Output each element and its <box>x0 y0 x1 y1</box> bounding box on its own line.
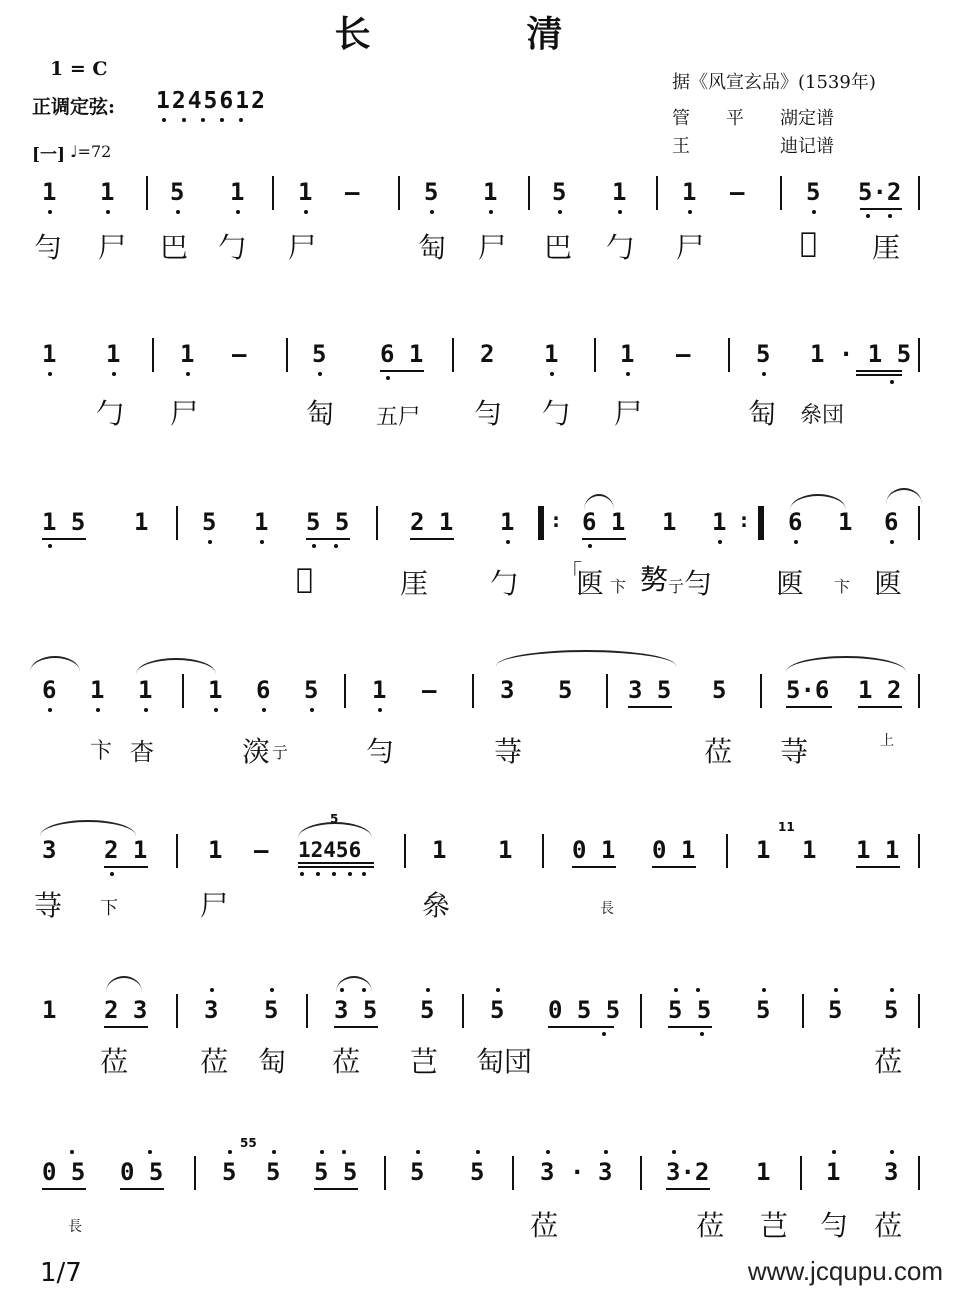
note: 5 5 <box>668 996 712 1024</box>
note: 6 1 <box>380 340 424 368</box>
note: 5 <box>264 996 279 1024</box>
note: 2 1 <box>410 508 454 536</box>
note: 1 <box>662 508 677 536</box>
note: 1 <box>612 178 627 206</box>
note: 1 <box>106 340 121 368</box>
note: 1 <box>826 1158 841 1186</box>
note: 0 1 <box>572 836 616 864</box>
note: 1 <box>138 676 153 704</box>
note: 5·6 <box>786 676 830 704</box>
note: 5 <box>420 996 435 1024</box>
note: 5 <box>490 996 505 1024</box>
credit-transcriber: 王 迪记谱 <box>672 136 834 157</box>
note: — <box>676 340 691 368</box>
note: 1 <box>544 340 559 368</box>
note: 6 <box>256 676 271 704</box>
note: — <box>232 340 247 368</box>
note: 5 5 <box>314 1158 358 1186</box>
note: 12456 <box>298 838 362 862</box>
note: 6 <box>788 508 803 536</box>
note: 1 <box>134 508 149 536</box>
note: 0 5 5 <box>548 996 621 1024</box>
note: 5 <box>170 178 185 206</box>
note: 1 <box>42 340 57 368</box>
note: 1 <box>42 996 57 1024</box>
note: 0 5 <box>42 1158 86 1186</box>
section-marker: [一] <box>32 145 66 165</box>
note: 5 5 <box>306 508 350 536</box>
notes-line <box>0 1158 957 1192</box>
note: 1 <box>180 340 195 368</box>
note: 1 2 <box>858 676 902 704</box>
note: 5 <box>806 178 821 206</box>
note: 1 1 <box>856 836 900 864</box>
notes-line <box>0 836 957 870</box>
note: 1 <box>230 178 245 206</box>
note: 1 <box>500 508 515 536</box>
page-number: 1/7 <box>40 1258 82 1288</box>
note: 5 <box>552 178 567 206</box>
key-signature: 1 = C <box>50 58 108 80</box>
tuning-notes: 1245612 <box>156 88 267 114</box>
note: 1 <box>756 836 771 864</box>
note: 5 <box>756 996 771 1024</box>
note: 5 <box>558 676 573 704</box>
note: 1 <box>100 178 115 206</box>
notes-line <box>0 676 957 710</box>
note: 5 <box>756 340 771 368</box>
note: 1 <box>682 178 697 206</box>
tempo: ♩=72 <box>70 142 112 161</box>
note: 6 <box>884 508 899 536</box>
notes-line <box>0 508 957 542</box>
note: 0 1 <box>652 836 696 864</box>
note: 5 <box>884 996 899 1024</box>
note: 1 <box>432 836 447 864</box>
note: 1 <box>756 1158 771 1186</box>
note: 3 <box>204 996 219 1024</box>
note: 6 1 <box>582 508 626 536</box>
site-watermark[interactable]: www.jcqupu.com <box>747 1256 943 1286</box>
note: 5 <box>266 1158 281 1186</box>
note: 5 <box>828 996 843 1024</box>
note: 1 <box>90 676 105 704</box>
repeat-start: : <box>550 508 563 532</box>
notes-line <box>0 340 957 374</box>
note: 1 · 1 5 <box>810 340 912 368</box>
note: 1 <box>498 836 513 864</box>
note: 1 <box>620 340 635 368</box>
note: 3 <box>42 836 57 864</box>
note: 1 <box>838 508 853 536</box>
note: 3 <box>884 1158 899 1186</box>
note: 5 <box>410 1158 425 1186</box>
note: 0 5 <box>120 1158 164 1186</box>
note: 1 <box>42 178 57 206</box>
note: 3 <box>500 676 515 704</box>
page-title: 长 清 <box>334 13 623 55</box>
note: 5 <box>712 676 727 704</box>
note: 1 5 <box>42 508 86 536</box>
note: 5 <box>312 340 327 368</box>
note: 5 <box>202 508 217 536</box>
note: — <box>730 178 745 206</box>
note: 5 <box>470 1158 485 1186</box>
note: — <box>345 178 360 206</box>
note: 3 <box>540 1158 555 1186</box>
note: 6 <box>42 676 57 704</box>
note: 1 <box>712 508 727 536</box>
note: 1 <box>298 178 313 206</box>
note: · <box>570 1158 585 1186</box>
note: 5 <box>304 676 319 704</box>
note: 2 <box>480 340 495 368</box>
note: 1 <box>208 836 223 864</box>
note: 5 <box>424 178 439 206</box>
note: 5 <box>222 1158 237 1186</box>
notes-line <box>0 996 957 1030</box>
note: 3 <box>598 1158 613 1186</box>
note: 2 1 <box>104 836 148 864</box>
note: 3 5 <box>628 676 672 704</box>
notes-line <box>0 178 957 212</box>
note: — <box>254 836 269 864</box>
tuning-label: 正调定弦: <box>32 96 116 118</box>
note: 1 <box>802 836 817 864</box>
note: 5·2 <box>858 178 902 206</box>
note: 2 3 <box>104 996 148 1024</box>
credit-arranger: 管 平 湖定谱 <box>672 108 834 129</box>
note: 3·2 <box>666 1158 710 1186</box>
repeat-end: : <box>738 508 751 532</box>
note: 1 <box>372 676 387 704</box>
note: 1 <box>254 508 269 536</box>
source-citation: 据《风宣玄品》(1539年) <box>672 72 876 93</box>
note: 1 <box>483 178 498 206</box>
note: 3 5 <box>334 996 378 1024</box>
note: — <box>422 676 437 704</box>
note: 1 <box>208 676 223 704</box>
